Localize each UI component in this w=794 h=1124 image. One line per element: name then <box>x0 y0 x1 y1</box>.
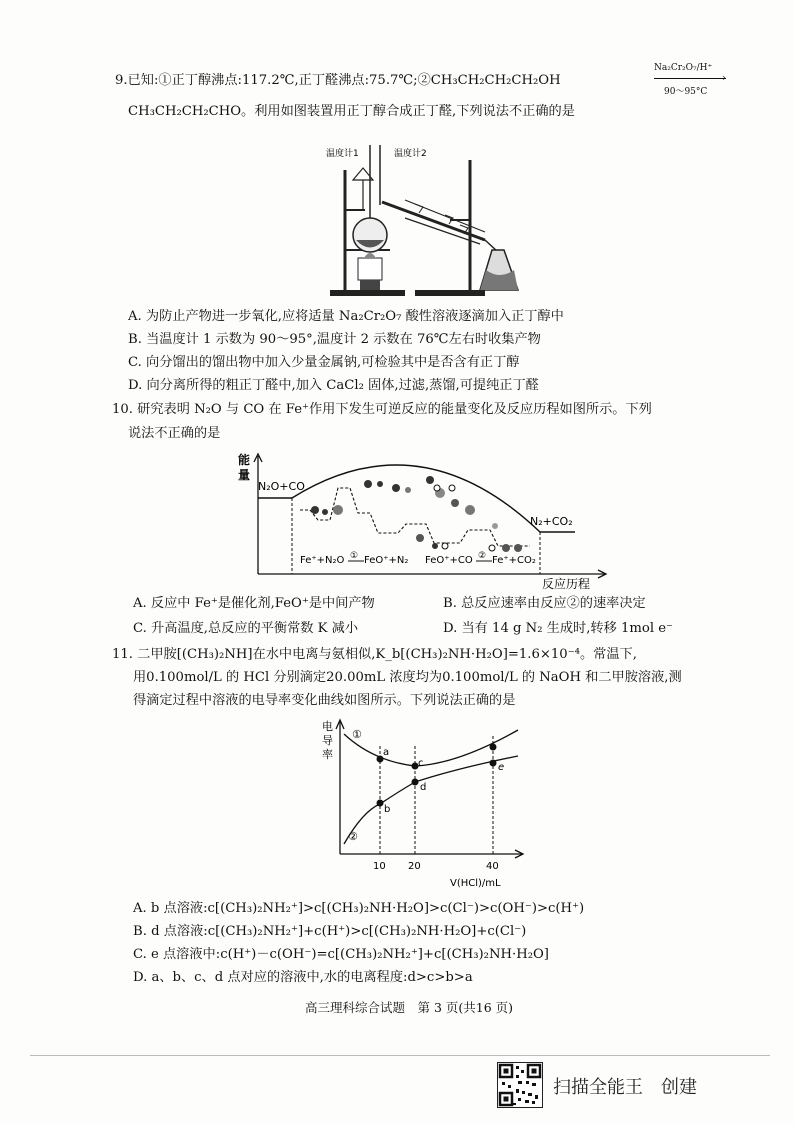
start-level-label: N₂O+CO <box>258 480 305 493</box>
xtick-10: 10 <box>373 861 386 872</box>
q9-option-c: C. 向分馏出的馏出物中加入少量金属钠,可检验其中是否含有正丁醇 <box>128 355 520 370</box>
q10-stem-line2: 说法不正确的是 <box>128 426 221 441</box>
q11-option-d: D. a、b、c、d 点对应的溶液中,水的电离程度:d>c>b>a <box>133 970 473 985</box>
energy-axis-label-1: 能 <box>238 453 251 467</box>
page-footer: 高三理科综合试题 第 3 页(共16 页) <box>305 1000 514 1015</box>
q9-option-b: B. 当温度计 1 示数为 90～95°,温度计 2 示数在 76℃左右时收集产物 <box>128 332 541 347</box>
reaction-path-label: 反应历程 <box>542 577 591 591</box>
step1-number: ① <box>350 551 359 561</box>
conductivity-titration-chart <box>318 716 528 894</box>
q10-option-c: C. 升高温度,总反应的平衡常数 K 减小 <box>133 621 359 636</box>
q11-option-a: A. b 点溶液:c[(CH₃)₂NH₂⁺]>c[(CH₃)₂NH·H₂O]>c(Cl⁻)>c(OH⁻)>c(H⁺) <box>133 901 585 916</box>
q9-arrow-condition-top: Na₂Cr₂O₇/H⁺ <box>654 63 713 73</box>
overall-energy-curve <box>292 465 540 532</box>
point-b <box>377 800 384 807</box>
q10-option-b: B. 总反应速率由反应②的速率决定 <box>443 596 646 611</box>
q11-stem-line2: 用0.100mol/L 的 HCl 分别滴定20.00mL 浓度均为0.100mol/L 的 NaOH 和二甲胺溶液,测 <box>133 670 682 685</box>
q11-option-b: B. d 点溶液:c[(CH₃)₂NH₂⁺]+c(H⁺)>c[(CH₃)₂NH·H₂O]+c(Cl⁻) <box>133 924 527 939</box>
point-e <box>490 760 497 767</box>
step1-reactants: Fe⁺+N₂O <box>300 555 345 566</box>
curve-2-label: ② <box>348 830 358 843</box>
q9-reaction-arrow <box>654 64 726 79</box>
point-e-label: e <box>498 762 505 773</box>
point-d <box>412 779 419 786</box>
step2-products: Fe⁺+CO₂ <box>492 555 536 566</box>
x-axis-label: V(HCl)/mL <box>450 878 501 889</box>
q11-stem-line1: 11. 二甲胺[(CH₃)₂NH]在水中电离与氨相似,K_b[(CH₃)₂NH·H₂O]=1.6×10⁻⁴。常温下, <box>112 647 637 662</box>
q9-stem-line2: CH₃CH₂CH₂CHO。利用如图装置用正丁醇合成正丁醛,下列说法不正确的是 <box>128 104 575 119</box>
q10-stem-line1: 10. 研究表明 N₂O 与 CO 在 Fe⁺作用下发生可逆反应的能量变化及反应历程如图所示。下列 <box>112 402 652 417</box>
q10-option-a: A. 反应中 Fe⁺是催化剂,FeO⁺是中间产物 <box>133 596 375 611</box>
q9-arrow-condition-bottom: 90～95°C <box>664 87 708 97</box>
step2-number: ② <box>478 551 487 561</box>
curve-1-label: ① <box>352 728 362 741</box>
q9-arrow-head: › <box>722 73 726 84</box>
step2-reactants: FeO⁺+CO <box>425 555 473 566</box>
point-c-label: c <box>418 758 424 769</box>
point-e-upper <box>490 744 497 751</box>
q9-option-d: D. 向分离所得的粗正丁醛中,加入 CaCl₂ 固体,过滤,蒸馏,可提纯正丁醛 <box>128 378 539 393</box>
q10-option-d: D. 当有 14 g N₂ 生成时,转移 1mol e⁻ <box>443 621 674 636</box>
point-b-label: b <box>384 804 391 815</box>
distillation-apparatus-figure <box>320 140 530 305</box>
energy-profile-diagram <box>230 448 610 593</box>
ylabel-char-1: 电 <box>322 720 333 733</box>
curve-2 <box>344 756 518 844</box>
step1-products: FeO⁺+N₂ <box>364 555 409 566</box>
q9-stem-line1: 9.已知:①正丁醇沸点:117.2℃,正丁醛沸点:75.7℃;②CH₃CH₂CH₂CH₂OH <box>115 73 561 88</box>
point-a-label: a <box>383 747 390 758</box>
energy-axis-label-2: 量 <box>238 468 251 482</box>
xtick-40: 40 <box>486 861 499 872</box>
q11-stem-line3: 得滴定过程中溶液的电导率变化曲线如图所示。下列说法正确的是 <box>133 693 516 708</box>
q11-option-c: C. e 点溶液中:c(H⁺)－c(OH⁻)=c[(CH₃)₂NH₂⁺]+c[(CH₃)₂NH·H₂O] <box>133 947 549 962</box>
end-level-label: N₂+CO₂ <box>530 515 573 528</box>
footer-divider <box>30 1055 770 1056</box>
thermometer2-label: 温度计2 <box>394 149 427 159</box>
q9-option-a: A. 为防止产物进一步氧化,应将适量 Na₂Cr₂O₇ 酸性溶液逐滴加入正丁醇中 <box>128 309 564 324</box>
qr-code-icon <box>497 1062 543 1108</box>
xtick-20: 20 <box>408 861 421 872</box>
point-d-label: d <box>420 782 427 793</box>
thermometer1-label: 温度计1 <box>326 149 359 159</box>
scanner-watermark: 扫描全能王 创建 <box>553 1077 697 1098</box>
ylabel-char-2: 导 <box>322 734 333 747</box>
ylabel-char-3: 率 <box>322 748 333 761</box>
